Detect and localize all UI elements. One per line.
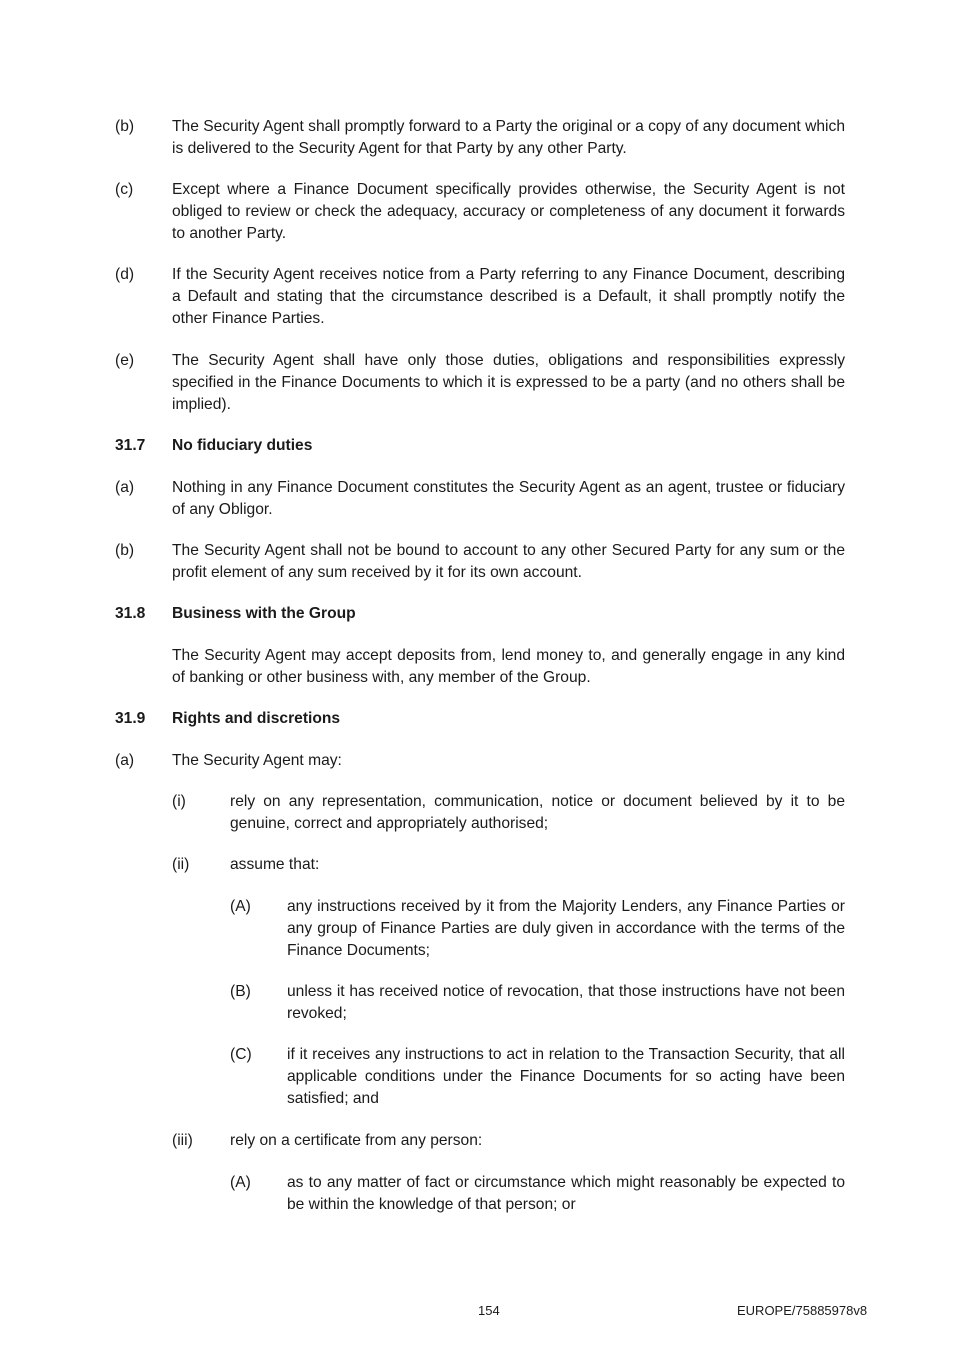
paragraph-text: rely on a certificate from any person:: [230, 1132, 483, 1149]
paragraph-label: (d): [115, 266, 135, 283]
paragraph-text: If the Security Agent receives notice from a Party referring to any Finance Document, describing a Default and stating that the circumstance described is a Default, it shall promptly notify the other Finance Parties.: [172, 266, 845, 327]
paragraph-label: (A): [230, 898, 251, 915]
paragraph-text: Except where a Finance Document specifically provides otherwise, the Security Agent is not obliged to review or check the adequacy, accuracy or completeness of any document it forwards to another Party.: [172, 181, 845, 242]
page-number: 154: [478, 1303, 500, 1318]
paragraph-text: Nothing in any Finance Document constitutes the Security Agent as an agent, trustee or fiduciary of any Obligor.: [172, 479, 845, 518]
paragraph-text: rely on any representation, communication, notice or document believed by it to be genuine, correct and appropriately authorised;: [230, 793, 845, 832]
paragraph-text: The Security Agent may:: [172, 752, 342, 769]
paragraph-text: The Security Agent shall promptly forward to a Party the original or a copy of any document which is delivered to the Security Agent for that Party by any other Party.: [172, 118, 845, 157]
section-title: Business with the Group: [172, 605, 356, 622]
paragraph-text: any instructions received by it from the Majority Lenders, any Finance Parties or any group of Finance Parties are duly given in accordance with the terms of the Finance Documents;: [287, 898, 845, 959]
paragraph-label: (b): [115, 542, 135, 559]
section-number: 31.8: [115, 605, 146, 622]
document-reference: EUROPE/75885978v8: [737, 1303, 868, 1318]
paragraph-label: (a): [115, 752, 135, 769]
section-title: No fiduciary duties: [172, 437, 313, 454]
paragraph-label: (e): [115, 352, 135, 369]
paragraph-label: (i): [172, 793, 186, 810]
paragraph-label: (a): [115, 479, 135, 496]
paragraph-text: assume that:: [230, 856, 320, 873]
paragraph-text: if it receives any instructions to act in relation to the Transaction Security, that all applicable conditions under the Finance Documents for so acting have been satisfied; and: [287, 1046, 845, 1107]
paragraph-text: The Security Agent may accept deposits from, lend money to, and generally engage in any kind of banking or other business with, any member of the Group.: [172, 647, 845, 686]
paragraph-label: (c): [115, 181, 134, 198]
paragraph-text: as to any matter of fact or circumstance which might reasonably be expected to be within the knowledge of that person; or: [287, 1174, 845, 1213]
paragraph-label: (A): [230, 1174, 251, 1191]
section-number: 31.9: [115, 710, 146, 727]
paragraph-label: (iii): [172, 1132, 193, 1149]
paragraph-label: (b): [115, 118, 135, 135]
paragraph-text: unless it has received notice of revocation, that those instructions have not been revoked;: [287, 983, 845, 1022]
paragraph-label: (B): [230, 983, 251, 1000]
section-title: Rights and discretions: [172, 710, 341, 727]
paragraph-label: (ii): [172, 856, 190, 873]
section-number: 31.7: [115, 437, 146, 454]
paragraph-text: The Security Agent shall have only those duties, obligations and responsibilities expressly specified in the Finance Documents to which it is expressed to be a party (and no others shall be implied).: [172, 352, 845, 413]
paragraph-label: (C): [230, 1046, 252, 1063]
paragraph-text: The Security Agent shall not be bound to account to any other Secured Party for any sum or the profit element of any sum received by it for its own account.: [172, 542, 845, 581]
